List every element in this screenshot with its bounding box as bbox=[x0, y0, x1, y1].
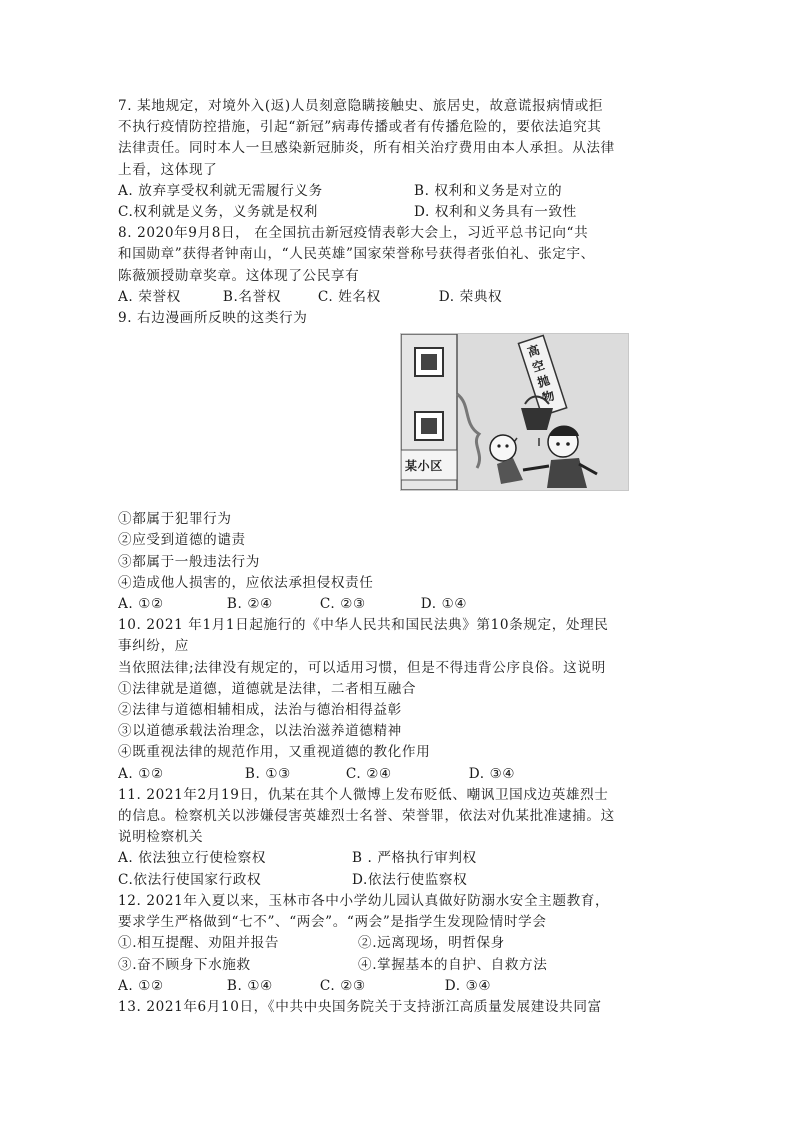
sign-char: 空 bbox=[530, 357, 547, 376]
question-10-stem-line: 10. 2021 年1月1日起施行的《中华人民共和国民法典》第10条规定，处理民 bbox=[118, 617, 609, 634]
question-8-stem-line: 和国勋章”获得者钟南山，“人民英雄”国家荣誉称号获得者张伯礼、张定宇、 bbox=[118, 246, 595, 263]
question-9-statement: ④造成他人损害的，应依法承担侵权责任 bbox=[118, 574, 374, 591]
question-12 bbox=[118, 891, 686, 997]
question-8-stem-line: 8. 2020年9月8日， 在全国抗击新冠疫情表彰大会上，习近平总书记向“共 bbox=[118, 225, 589, 242]
question-9-option-c: C. ②③ bbox=[319, 596, 366, 613]
question-10-statement: ②法律与道德相辅相成，法治与德治相得益彰 bbox=[118, 702, 402, 719]
question-11-option-d: D.依法行使监察权 bbox=[352, 871, 468, 888]
question-11-stem-line: 11. 2021年2月19日，仇某在其个人微博上发布贬低、嘲讽卫国戍边英雄烈士 bbox=[118, 786, 609, 803]
sign-char: 抛 bbox=[535, 373, 552, 391]
sign-char: 高 bbox=[525, 342, 543, 360]
sign-char: 物 bbox=[540, 388, 557, 406]
question-12-option-d: D. ③④ bbox=[444, 977, 492, 994]
question-7-option-a: A. 放弃享受权利就无需履行义务 bbox=[118, 182, 323, 199]
question-10-option-c: C. ②④ bbox=[345, 765, 392, 782]
question-11-stem-line: 说明检察机关 bbox=[118, 829, 204, 846]
question-9-option-b: B. ②④ bbox=[226, 596, 273, 613]
question-7-option-d: D. 权利和义务具有一致性 bbox=[414, 204, 577, 221]
question-8-option-b: B.名誉权 bbox=[222, 288, 282, 305]
question-11-option-c: C.依法行使国家行政权 bbox=[118, 871, 262, 888]
question-8 bbox=[118, 223, 686, 308]
question-13-stem-line: 13. 2021年6月10日，《中共中央国务院关于支持浙江高质量发展建设共同富 bbox=[118, 998, 602, 1015]
question-11-option-a: A. 依法独立行使检察权 bbox=[118, 850, 267, 867]
exam-page bbox=[118, 96, 686, 1018]
question-12-statement: ④.掌握基本的自护、自救方法 bbox=[358, 956, 548, 973]
question-10-stem-line: 事纠纷，应 bbox=[118, 638, 189, 655]
high-altitude-throwing-cartoon bbox=[400, 333, 629, 491]
question-10 bbox=[118, 615, 686, 785]
question-12-statement: ②.远离现场，明哲保身 bbox=[358, 935, 505, 952]
question-12-statement: ①.相互提醒、劝阻并报告 bbox=[118, 935, 280, 952]
question-12-stem-line: 要求学生严格做到“七不”、“两会”。“两会”是指学生发现险情时学会 bbox=[118, 914, 547, 931]
question-7-stem-line: 7. 某地规定，对境外入(返)人员刻意隐瞒接触史、旅居史，故意谎报病情或拒 bbox=[118, 98, 604, 114]
question-9-statement: ③都属于一般违法行为 bbox=[118, 553, 260, 570]
question-10-option-b: B. ①③ bbox=[244, 765, 291, 782]
question-11-option-b: B . 严格执行审判权 bbox=[352, 850, 477, 867]
question-12-option-a: A. ①② bbox=[118, 977, 164, 994]
question-7 bbox=[118, 96, 686, 223]
question-12-stem-line: 12. 2021年入夏以来，玉林市各中小学幼儿园认真做好防溺水安全主题教育， bbox=[118, 892, 610, 909]
question-8-option-a: A. 荣誉权 bbox=[118, 288, 181, 305]
building-label: 某小区 bbox=[405, 459, 443, 474]
question-12-statement: ③.奋不顾身下水施救 bbox=[118, 956, 251, 973]
question-9-option-a: A. ①② bbox=[118, 596, 164, 613]
question-9-statement: ②应受到道德的谴责 bbox=[118, 532, 246, 549]
question-7-option-c: C.权利就是义务，义务就是权利 bbox=[118, 204, 318, 221]
question-9-option-d: D. ①④ bbox=[420, 596, 468, 613]
question-10-option-a: A. ①② bbox=[118, 765, 164, 782]
question-10-statement: ④既重视法律的规范作用，又重视道德的教化作用 bbox=[118, 744, 431, 761]
question-11-stem-line: 的信息。检察机关以涉嫌侵害英雄烈士名誉、荣誉罪，依法对仇某批准逮捕。这 bbox=[118, 808, 615, 825]
question-11 bbox=[118, 785, 686, 891]
question-10-statement: ①法律就是道德，道德就是法律，二者相互融合 bbox=[118, 680, 417, 697]
question-7-stem-line: 上看，这体现了 bbox=[118, 161, 218, 178]
question-9-stem: 9. 右边漫画所反映的这类行为 bbox=[118, 310, 308, 327]
question-8-option-d: D. 荣典权 bbox=[438, 288, 503, 305]
question-12-option-b: B. ①④ bbox=[226, 977, 273, 994]
question-7-option-b: B. 权利和义务是对立的 bbox=[414, 182, 563, 199]
question-13 bbox=[118, 997, 686, 1018]
question-8-stem-line: 陈薇颁授勋章奖章。这体现了公民享有 bbox=[118, 267, 360, 284]
question-7-stem-line: 不执行疫情防控措施，引起“新冠”病毒传播或者有传播危险的，要依法追究其 bbox=[118, 119, 602, 136]
question-10-stem-line: 当依照法律;法律没有规定的，可以适用习惯，但是不得违背公序良俗。这说明 bbox=[118, 659, 606, 676]
question-7-stem-line: 法律责任。同时本人一旦感染新冠肺炎，所有相关治疗费用由本人承担。从法律 bbox=[118, 140, 615, 157]
question-12-option-c: C. ②③ bbox=[319, 977, 366, 994]
question-9 bbox=[118, 308, 686, 615]
question-8-option-c: C. 姓名权 bbox=[317, 288, 381, 305]
question-10-statement: ③以道德承载法治理念，以法治滋养道德精神 bbox=[118, 723, 402, 740]
question-10-option-d: D. ③④ bbox=[468, 765, 516, 782]
question-9-statement: ①都属于犯罪行为 bbox=[118, 511, 232, 528]
